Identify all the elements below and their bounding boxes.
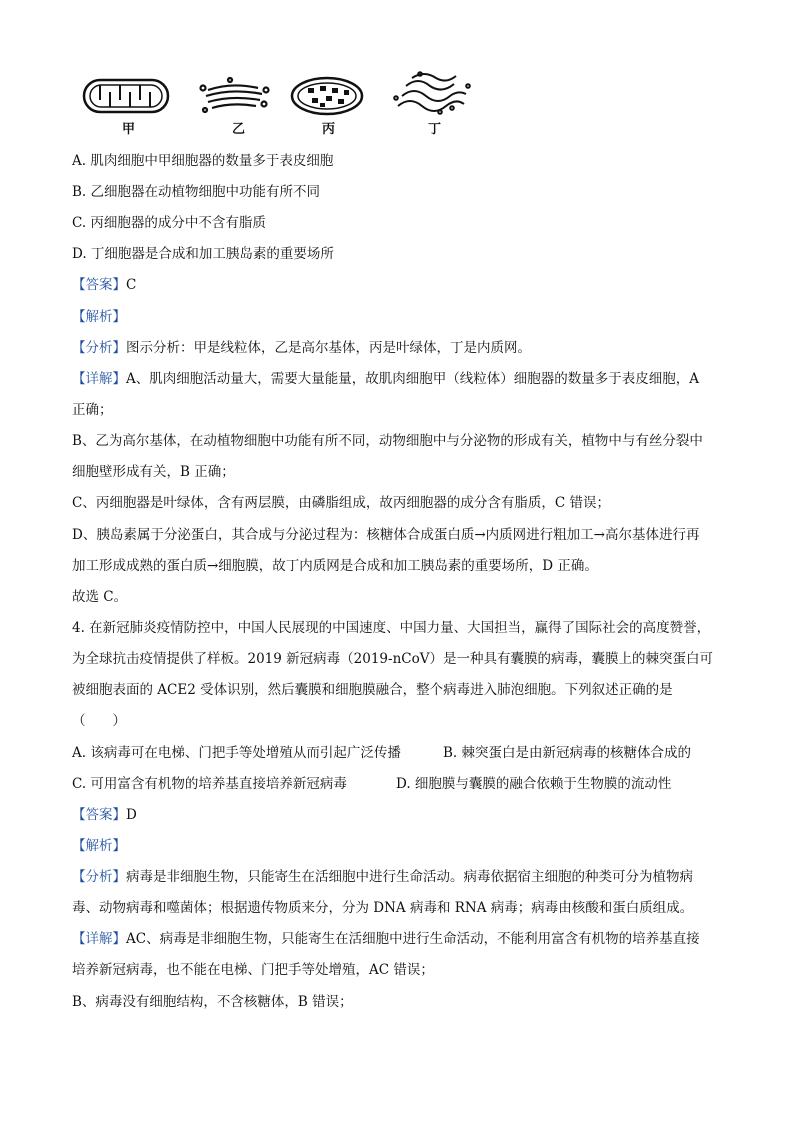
q3-xiangjie-1	[72, 370, 699, 388]
q4-xiangjie-2: 培养新冠病毒，也不能在电梯、门把手等处增殖，AC 错误；	[72, 962, 434, 978]
q4-option-b: B. 棘突蛋白是由新冠病毒的核糖体合成的	[443, 745, 692, 761]
q3-line-c: C、丙细胞器是叶绿体，含有两层膜，由磷脂组成，故丙细胞器的成分含有脂质，C 错误；	[72, 495, 610, 511]
figure-label-yi: 乙	[232, 122, 246, 137]
q4-stem-1: 4. 在新冠肺炎疫情防控中，中国人民展现的中国速度、中国力量、大国担当，赢得了国际社会的高度赞誉，	[72, 620, 711, 636]
organelle-figure	[80, 66, 480, 141]
figure-label-bing: 丙	[322, 122, 336, 137]
q3-option-a: A. 肌肉细胞中甲细胞器的数量多于表皮细胞	[72, 153, 334, 169]
chloroplast-drawing	[292, 78, 362, 114]
golgi-drawing	[201, 78, 269, 112]
analysis-tag: 【解析】	[72, 838, 126, 854]
q3-option-c: C. 丙细胞器的成分中不含有脂质	[72, 215, 266, 231]
q3-analysis-heading	[72, 308, 126, 326]
q4-analysis-heading	[72, 837, 126, 855]
analysis-tag: 【解析】	[72, 309, 126, 325]
xiangjie-text: AC、病毒是非细胞生物，只能寄生在活细胞中进行生命活动，不能利用富含有机物的培养基直接	[126, 931, 700, 947]
organelle-drawings	[80, 66, 480, 121]
q3-option-b: B. 乙细胞器在动植物细胞中功能有所不同	[72, 184, 321, 200]
mitochondrion-drawing	[84, 80, 168, 112]
fenxi-tag: 【分析】	[72, 340, 126, 356]
fenxi-text: 病毒是非细胞生物，只能寄生在活细胞中进行生命活动。病毒依据宿主细胞的种类可分为植物病	[126, 869, 693, 885]
q4-fenxi-1	[72, 868, 693, 886]
q3-line-d2: 加工形成成熟的蛋白质→细胞膜，故丁内质网是合成和加工胰岛素的重要场所，D 正确。	[72, 558, 598, 574]
figure-label-ding: 丁	[428, 122, 442, 137]
q4-option-c: C. 可用富含有机物的培养基直接培养新冠病毒	[72, 776, 347, 792]
figure-label-jia: 甲	[122, 122, 136, 137]
q3-xiangjie-2: 正确；	[72, 402, 113, 418]
q3-line-b1: B、乙为高尔基体，在动植物细胞中功能有所不同，动物细胞中与分泌物的形成有关，植物中与有丝分裂中	[72, 433, 703, 449]
answer-value: D	[126, 807, 137, 823]
answer-value: C	[126, 277, 137, 293]
q4-stem-4: （ ）	[72, 713, 126, 729]
q4-line-b: B、病毒没有细胞结构，不含核糖体，B 错误；	[72, 994, 353, 1010]
q3-answer	[72, 276, 136, 294]
q4-answer	[72, 806, 137, 824]
xiangjie-tag: 【详解】	[72, 371, 126, 387]
answer-tag: 【答案】	[72, 277, 126, 293]
er-drawing	[394, 72, 470, 114]
xiangjie-text: A、肌肉细胞活动量大，需要大量能量，故肌肉细胞甲（线粒体）细胞器的数量多于表皮细胞，A	[126, 371, 699, 387]
q4-xiangjie-1	[72, 930, 700, 948]
q4-option-a: A. 该病毒可在电梯、门把手等处增殖从而引起广泛传播	[72, 745, 401, 761]
q4-option-d: D. 细胞膜与囊膜的融合依赖于生物膜的流动性	[396, 776, 672, 792]
q4-stem-3: 被细胞表面的 ACE2 受体识别，然后囊膜和细胞膜融合，整个病毒进入肺泡细胞。下列叙述正确的是	[72, 682, 673, 698]
fenxi-text: 图示分析：甲是线粒体，乙是高尔基体，丙是叶绿体，丁是内质网。	[126, 340, 531, 356]
q4-fenxi-2: 毒、动物病毒和噬菌体；根据遗传物质来分，分为 DNA 病毒和 RNA 病毒；病毒由核酸和蛋白质组成。	[72, 900, 694, 916]
q3-line-d1: D、胰岛素属于分泌蛋白，其合成与分泌过程为：核糖体合成蛋白质→内质网进行粗加工→高尔基体进行再	[72, 527, 700, 543]
q3-fenxi	[72, 339, 531, 357]
fenxi-tag: 【分析】	[72, 869, 126, 885]
xiangjie-tag: 【详解】	[72, 931, 126, 947]
q3-conclusion: 故选 C。	[72, 589, 128, 605]
q3-option-d: D. 丁细胞器是合成和加工胰岛素的重要场所	[72, 246, 334, 262]
q3-line-b2: 细胞壁形成有关，B 正确；	[72, 464, 235, 480]
q4-stem-2: 为全球抗击疫情提供了样板。2019 新冠病毒（2019-nCoV）是一种具有囊膜的病毒，囊膜上的棘突蛋白可	[72, 651, 713, 667]
answer-tag: 【答案】	[72, 807, 126, 823]
